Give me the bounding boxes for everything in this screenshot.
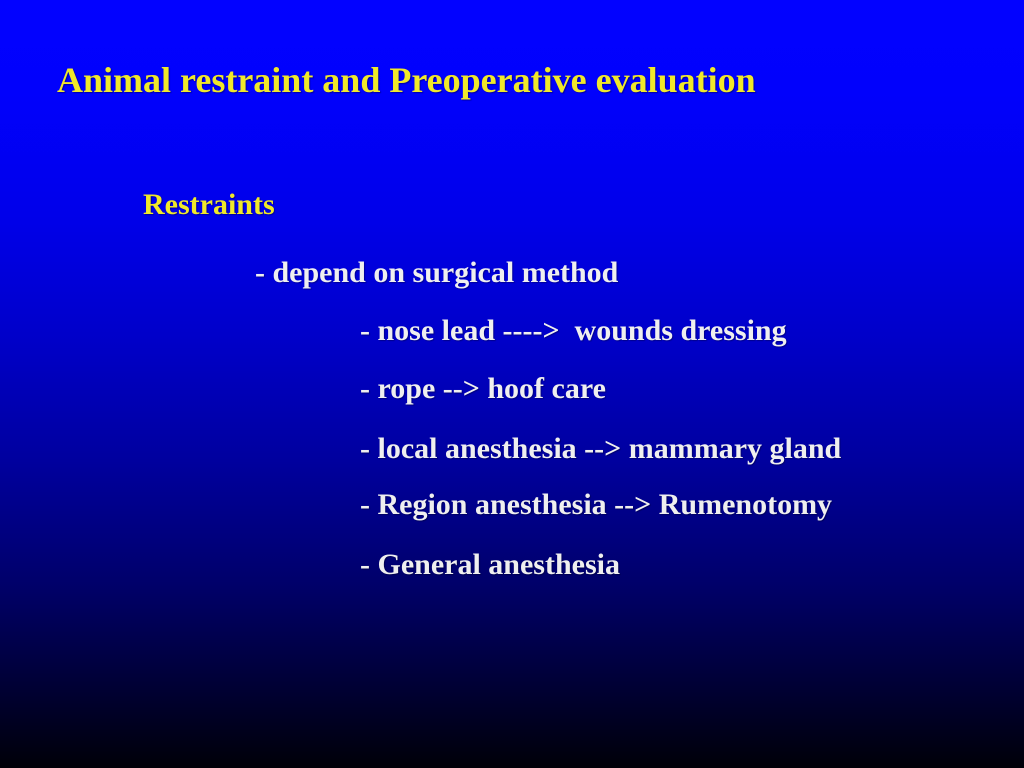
bullet-general-anesthesia: - General anesthesia bbox=[360, 548, 620, 581]
bullet-region-anesthesia-rumenotomy: - Region anesthesia --> Rumenotomy bbox=[360, 488, 833, 521]
bullet-depend-surgical-method: - depend on surgical method bbox=[255, 256, 619, 289]
bullet-local-anesthesia-mammary-gland: - local anesthesia --> mammary gland bbox=[360, 432, 842, 465]
section-heading-restraints: Restraints bbox=[143, 188, 275, 221]
page-title: Animal restraint and Preoperative evaluation bbox=[57, 60, 756, 100]
bullet-rope-hoof-care: - rope --> hoof care bbox=[360, 372, 606, 405]
bullet-nose-lead-wounds-dressing: - nose lead ----> wounds dressing bbox=[360, 314, 787, 347]
